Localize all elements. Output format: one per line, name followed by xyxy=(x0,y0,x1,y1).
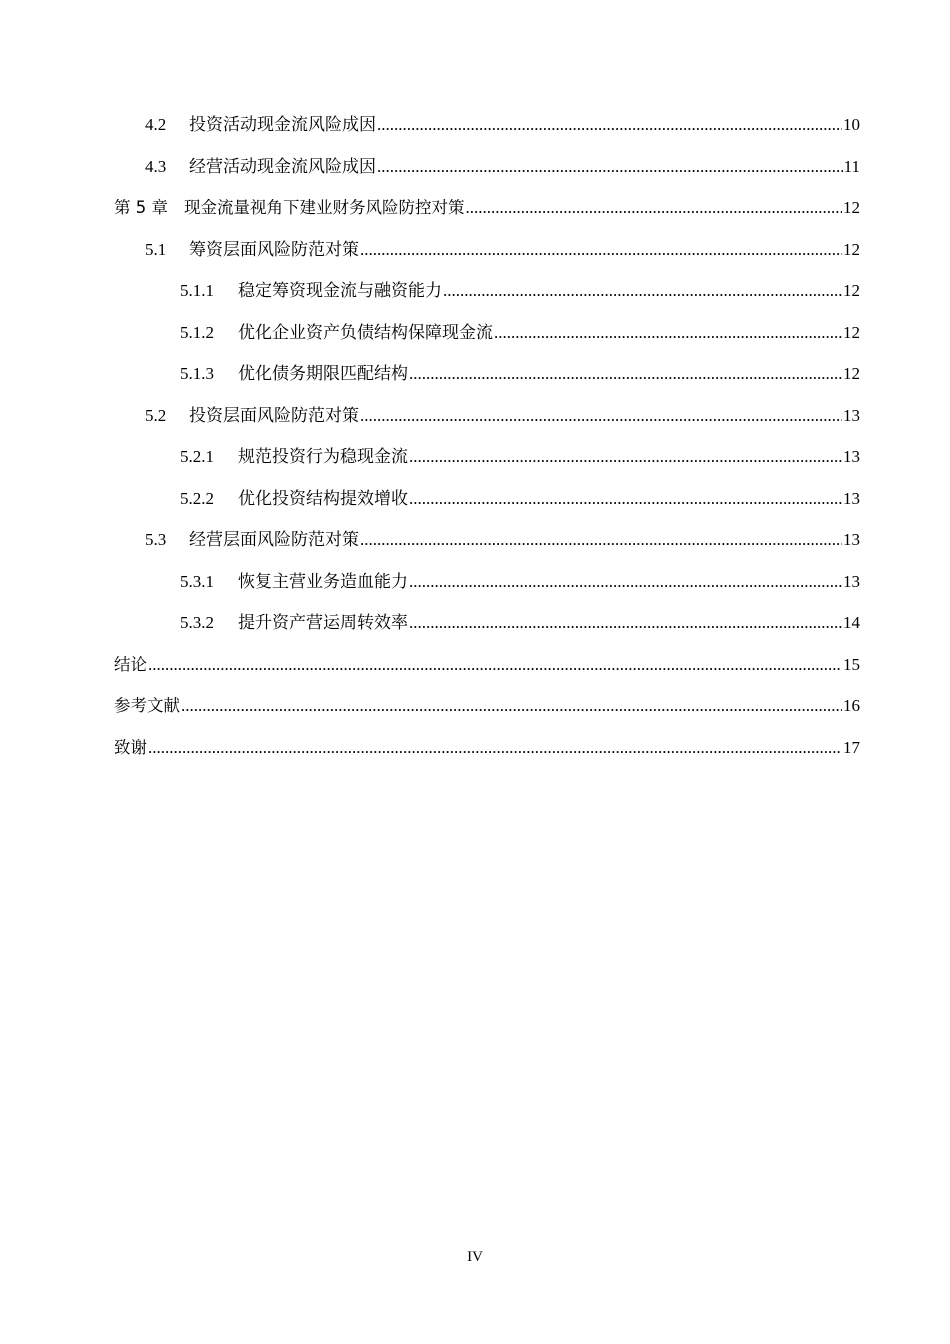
toc-entry-4-2[interactable] xyxy=(114,116,860,158)
toc-leader-dots xyxy=(377,158,843,175)
toc-entry-5-1-3[interactable] xyxy=(114,365,860,407)
toc-leader-dots xyxy=(360,407,842,424)
toc-page: 12 xyxy=(843,239,860,259)
toc-title: 结论 xyxy=(114,654,147,674)
toc-leader-dots xyxy=(148,739,842,756)
toc-entry-5-2-1[interactable] xyxy=(114,448,860,490)
toc-leader-dots xyxy=(466,199,843,216)
toc-page: 12 xyxy=(843,281,860,300)
toc-entry-4-3[interactable] xyxy=(114,158,860,200)
toc-number: 5.3.1 xyxy=(180,571,214,591)
toc-number: 4.3 xyxy=(145,156,167,176)
toc-title: 现金流量视角下建业财务风险防控对策 xyxy=(184,198,465,217)
toc-leader-dots xyxy=(409,614,842,631)
toc-page: 13 xyxy=(843,571,860,591)
toc-number: 5.2.1 xyxy=(180,447,214,466)
toc-entry-5-1[interactable] xyxy=(114,241,860,283)
toc-entry-conclusion[interactable] xyxy=(114,656,860,698)
toc-number: 5.2 xyxy=(145,405,167,425)
toc-number: 5.1 xyxy=(145,239,167,259)
toc-entry-references[interactable] xyxy=(114,697,860,739)
toc-page: 15 xyxy=(843,654,860,674)
page-number: IV xyxy=(467,1249,483,1265)
toc-leader-dots xyxy=(409,448,842,465)
toc-leader-dots xyxy=(148,656,842,673)
toc-title: 优化债务期限匹配结构 xyxy=(238,364,408,383)
toc-page: 17 xyxy=(843,737,860,757)
toc-leader-dots xyxy=(494,324,842,341)
toc-page: 13 xyxy=(843,530,860,549)
toc-title: 优化企业资产负债结构保障现金流 xyxy=(238,322,493,342)
toc-entry-5-1-1[interactable] xyxy=(114,282,860,324)
toc-page: 12 xyxy=(843,364,860,383)
toc-number: 5.1.1 xyxy=(180,281,214,300)
toc-leader-dots xyxy=(360,241,842,258)
toc-entry-5-2-2[interactable] xyxy=(114,490,860,532)
toc-entry-5-3[interactable] xyxy=(114,531,860,573)
toc-page: 13 xyxy=(843,405,860,425)
toc-leader-dots xyxy=(443,282,842,299)
toc-leader-dots xyxy=(181,697,842,714)
table-of-contents xyxy=(114,116,860,780)
toc-number: 5.3 xyxy=(145,530,167,549)
toc-title: 提升资产营运周转效率 xyxy=(238,613,408,632)
toc-number: 5.3.2 xyxy=(180,613,214,632)
toc-title: 经营活动现金流风险成因 xyxy=(189,156,376,176)
toc-page: 16 xyxy=(843,696,860,715)
toc-title: 投资层面风险防范对策 xyxy=(189,405,359,425)
toc-number: 5.2.2 xyxy=(180,488,214,508)
toc-leader-dots xyxy=(409,365,842,382)
toc-title: 规范投资行为稳现金流 xyxy=(238,447,408,466)
toc-entry-5-1-2[interactable] xyxy=(114,324,860,366)
toc-title: 筹资层面风险防范对策 xyxy=(189,239,359,259)
toc-entry-chapter-5[interactable] xyxy=(114,199,860,241)
toc-entry-acknowledgements[interactable] xyxy=(114,739,860,781)
toc-title: 优化投资结构提效增收 xyxy=(238,488,408,508)
toc-leader-dots xyxy=(360,531,842,548)
toc-page: 12 xyxy=(843,322,860,342)
toc-page: 12 xyxy=(843,198,860,217)
toc-title: 投资活动现金流风险成因 xyxy=(189,115,376,134)
toc-page: 10 xyxy=(843,115,860,134)
toc-number: 5.1.2 xyxy=(180,322,214,342)
toc-page: 13 xyxy=(843,488,860,508)
toc-leader-dots xyxy=(409,490,842,507)
toc-title: 经营层面风险防范对策 xyxy=(189,530,359,549)
toc-number: 5.1.3 xyxy=(180,364,214,383)
toc-title: 稳定筹资现金流与融资能力 xyxy=(238,281,442,300)
toc-page: 14 xyxy=(843,613,860,632)
toc-entry-5-3-2[interactable] xyxy=(114,614,860,656)
toc-title: 恢复主营业务造血能力 xyxy=(238,571,408,591)
toc-leader-dots xyxy=(377,116,842,133)
toc-page: 13 xyxy=(843,447,860,466)
toc-number: 4.2 xyxy=(145,115,167,134)
toc-entry-5-2[interactable] xyxy=(114,407,860,449)
toc-page: 11 xyxy=(843,156,860,176)
toc-entry-5-3-1[interactable] xyxy=(114,573,860,615)
toc-leader-dots xyxy=(409,573,842,590)
toc-title: 致谢 xyxy=(114,737,147,757)
toc-title: 参考文献 xyxy=(114,696,180,715)
toc-number: 第 5 章 xyxy=(114,198,168,217)
